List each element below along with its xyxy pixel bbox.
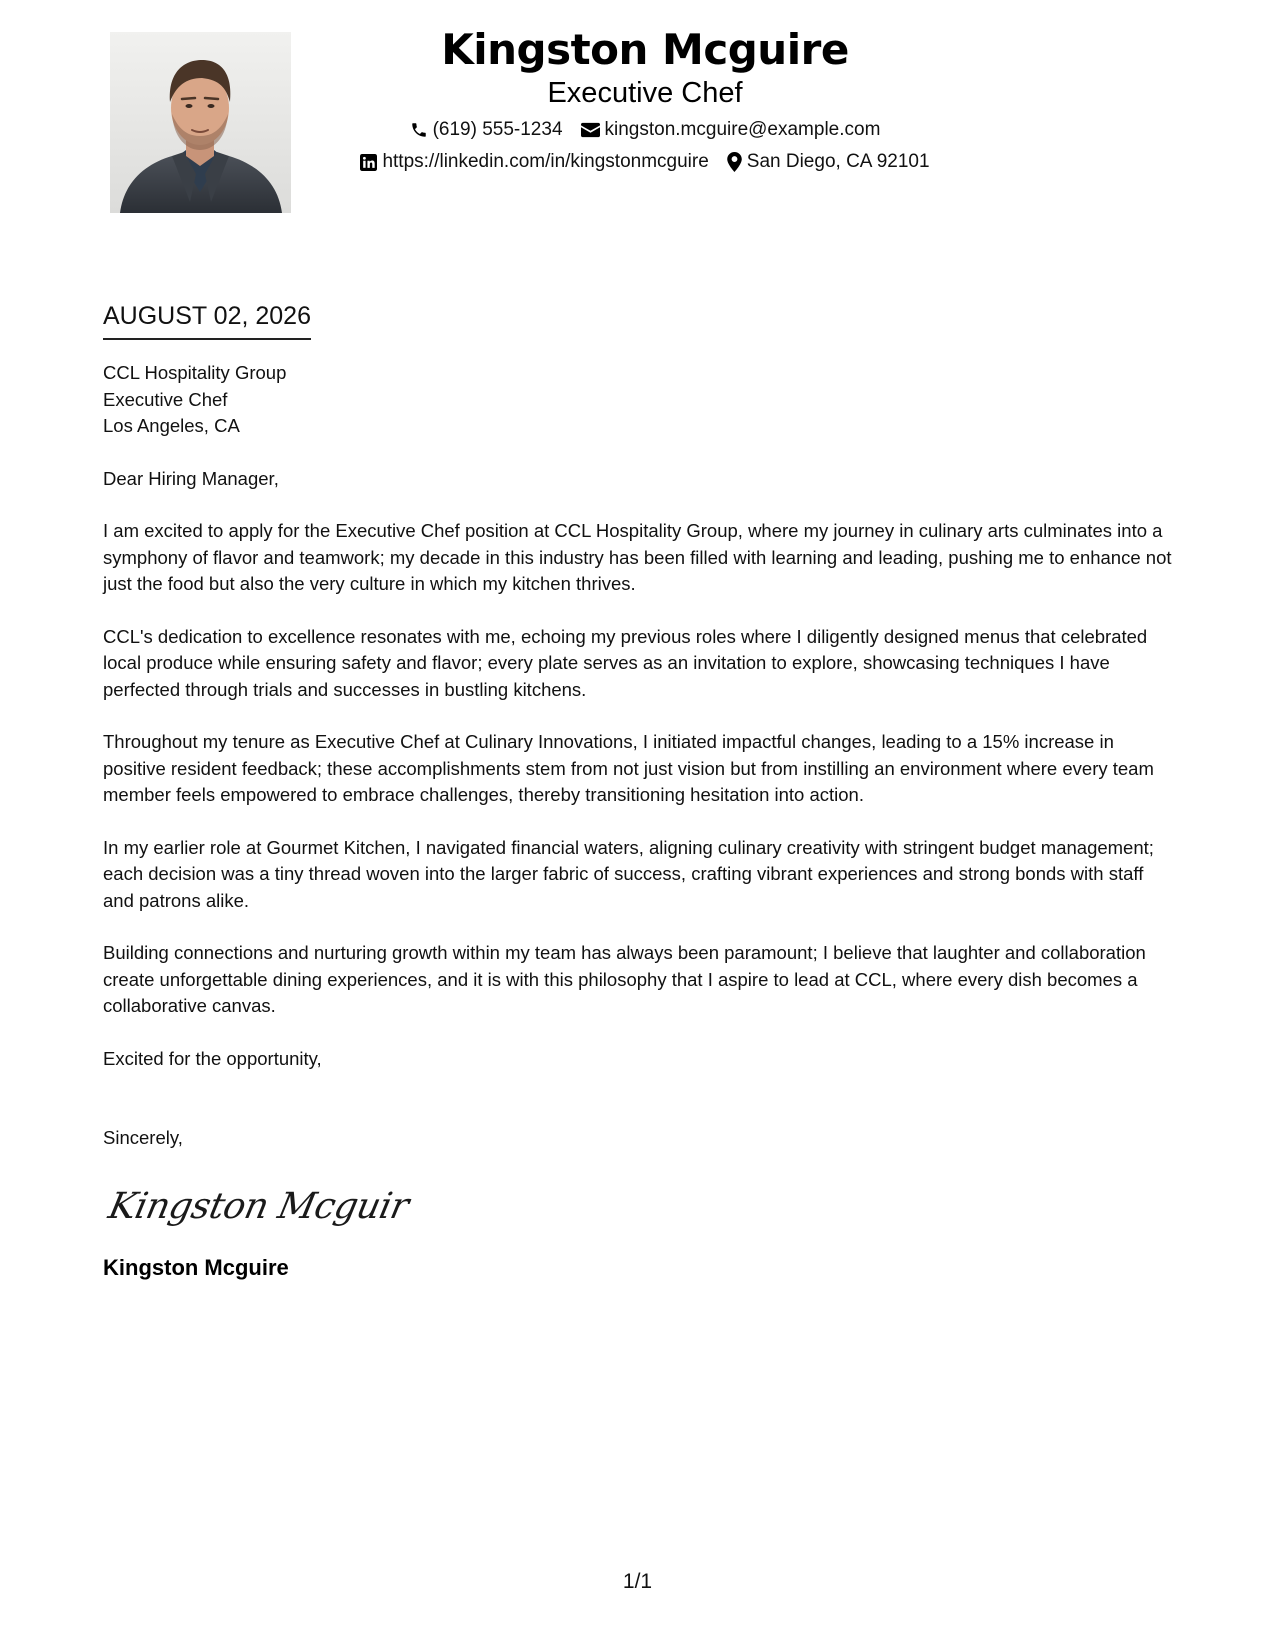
handwritten-signature: Kingston Mcguir: [104, 1185, 412, 1227]
recipient-position: Executive Chef: [103, 388, 228, 410]
linkedin-link[interactable]: https://linkedin.com/in/kingstonmcguire: [382, 151, 709, 172]
letter-body: [103, 360, 1178, 1282]
body-paragraph: Throughout my tenure as Executive Chef at Culinary Innovations, I initiated impactful changes, leading to a 15% increase in positive resident feedback; these accomplishments stem from not just vision but from instilling an environment where every team member feels empowered to embrace challenges, thereby transitioning hesitation into action.: [103, 731, 1154, 805]
envelope-icon: [581, 122, 600, 138]
profile-photo: [110, 32, 291, 213]
body-paragraph: CCL's dedication to excellence resonates with me, echoing my previous roles where I diligently designed menus that celebrated local produce while ensuring safety and flavor; every plate serves as an invitation to explore, showcasing techniques I have perfected through trials and successes in bustling kitchens.: [103, 625, 1148, 700]
email-link[interactable]: kingston.mcguire@example.com: [604, 119, 881, 140]
letter-header: [330, 22, 960, 174]
map-pin-icon: [727, 152, 742, 172]
date-section: [103, 300, 311, 340]
page-number: 1/1: [622, 1570, 653, 1593]
contact-row-secondary: [330, 150, 960, 174]
salutation: Dear Hiring Manager,: [103, 467, 279, 489]
body-paragraph: I am excited to apply for the Executive Chef position at CCL Hospitality Group, where my journey in culinary arts culminates into a symphony of flavor and teamwork; my decade in this industry has been filled with learning and leading, pushing me to enhance not just the food but also the very culture in which my kitchen thrives.: [103, 520, 1172, 594]
letter-date: AUGUST 02, 2026: [103, 300, 311, 340]
recipient-block: [103, 360, 1178, 440]
contact-location: [727, 150, 930, 174]
recipient-location: Los Angeles, CA: [103, 415, 240, 436]
body-paragraph: In my earlier role at Gourmet Kitchen, I navigated financial waters, aligning culinary creativity with stringent budget management; each decision was a tiny thread woven into the larger fabric of success, crafting vibrant experiences and strong bonds with staff and patrons alike.: [103, 836, 1154, 911]
signer-name: Kingston Mcguire: [103, 1254, 289, 1280]
linkedin-icon: [360, 154, 377, 171]
phone-icon: [410, 121, 428, 139]
contact-row-primary: [330, 118, 960, 142]
signoff: Sincerely,: [103, 1127, 183, 1148]
phone-text: (619) 555-1234: [432, 119, 563, 140]
contact-email[interactable]: [581, 118, 881, 142]
recipient-company: CCL Hospitality Group: [103, 362, 287, 383]
location-text: San Diego, CA 92101: [746, 151, 930, 172]
contact-phone: [410, 118, 563, 142]
body-paragraph: Building connections and nurturing growth within my team has always been paramount; I believe that laughter and collaboration create unforgettable dining experiences, and it is with this philosophy that I aspire to lead at CCL, where every dish becomes a collaborative canvas.: [103, 942, 1146, 1016]
applicant-title: Executive Chef: [547, 77, 743, 109]
closing-line: Excited for the opportunity,: [103, 1047, 322, 1069]
portrait-image: [110, 32, 291, 213]
contact-linkedin[interactable]: [360, 150, 708, 174]
applicant-name: Kingston Mcguire: [441, 25, 849, 74]
